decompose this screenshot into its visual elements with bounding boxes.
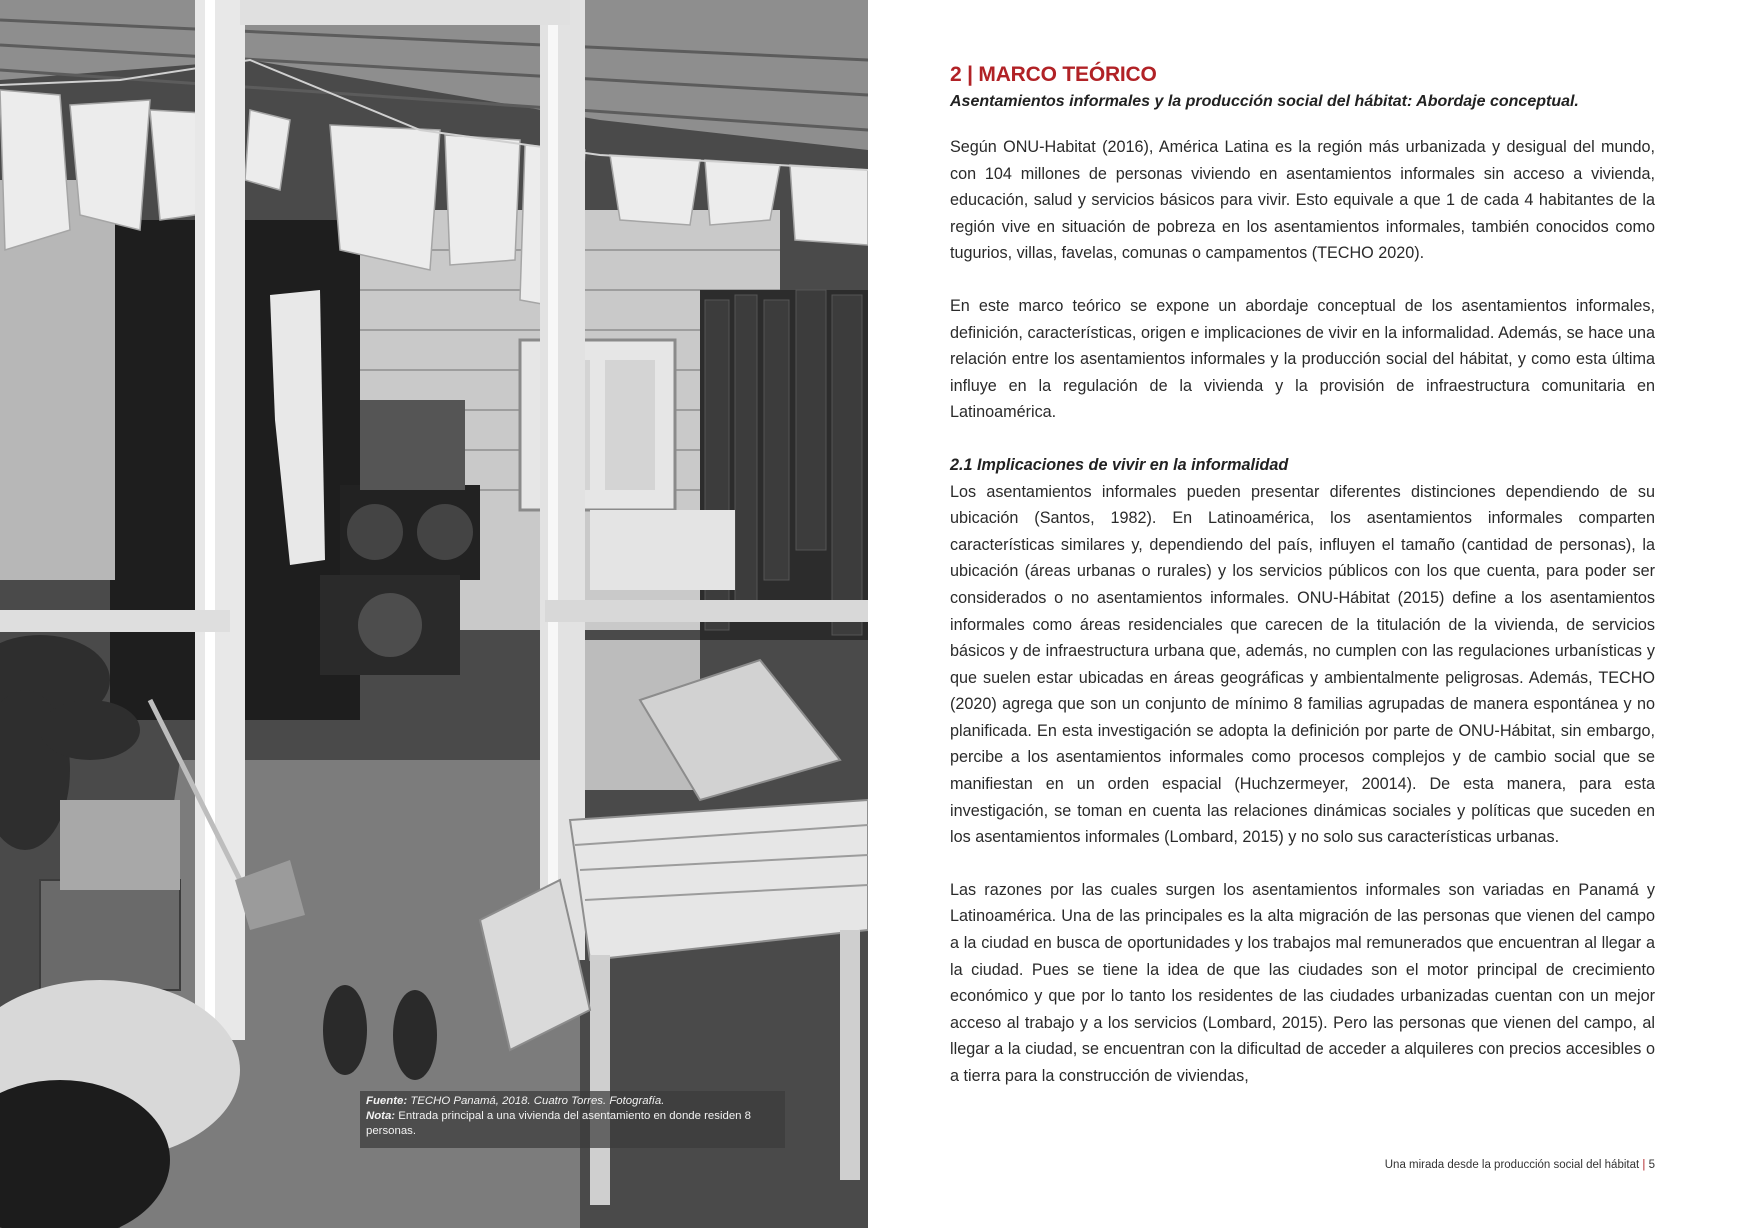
section-subtitle: Asentamientos informales y la producción social del hábitat: Abordaje conceptual. bbox=[950, 93, 1579, 110]
caption-note-label: Nota: bbox=[366, 1110, 396, 1122]
caption-source-text: TECHO Panamá, 2018. Cuatro Torres. Fotografía. bbox=[410, 1095, 665, 1107]
photograph bbox=[0, 0, 868, 1228]
paragraph-3: Los asentamientos informales pueden presentar diferentes distinciones dependiendo de su ubicación (Santos, 1982). En Latinoamérica, los asentamientos informales comparten características similares y, dependiendo del país, influyen el tamaño (cantidad de personas), la ubicación (áreas urbanas o rurales) y los servicios públicos con los que cuenta, para poder ser considerados o no asentamientos informales. ONU-Hábitat (2015) define a los asentamientos informales como áreas residenciales que carecen de la titulación de la vivienda, de servicios básicos y de infraestructura urbana que, además, no cumplen con las regulaciones urbanísticas y que suelen estar ubicadas en áreas geográficas y ambientalmente peligrosas. Además, TECHO (2020) agrega que son un conjunto de mínimo 8 familias agrupadas de manera espontánea y no planificada. En esta investigación se adopta la definición por parte de ONU-Hábitat, sin embargo, percibe a los asentamientos informales como procesos complejos y de cambio social que se manifiestan en un orden espacial (Huchzermeyer, 20014). De esta manera, para esta investigación, se toman en cuenta las relaciones dinámicas sociales y políticas que suceden en los asentamientos informales (Lombard, 2015) y no solo sus características urbanas. bbox=[950, 482, 1655, 847]
text-page bbox=[950, 60, 1655, 1116]
paragraph-1: Según ONU-Habitat (2016), América Latina es la región más urbanizada y desigual del mundo, con 104 millones de personas viviendo en asentamientos informales sin acceso a vivienda, educación, salud y servicios básicos para vivir. Esto equivale a que 1 de cada 4 habitantes de la región vive en situación de pobreza en los asentamientos informales, también conocidos como tugurios, villas, favelas, comunas o campamentos (TECHO 2020). bbox=[950, 138, 1655, 263]
paragraph-2: En este marco teórico se expone un abordaje conceptual de los asentamientos informales, definición, características, origen e implicaciones de vivir en la informalidad. Además, se hace una relación entre los asentamientos informales y la producción social del hábitat, y como esta última influye en la regulación de la vivienda y la provisión de infraestructura comunitaria en Latinoamérica. bbox=[950, 296, 1655, 422]
subsection-title: 2.1 Implicaciones de vivir en la informalidad bbox=[950, 455, 1289, 474]
caption-source-label: Fuente: bbox=[366, 1095, 408, 1107]
footer-separator: | bbox=[1642, 1159, 1646, 1171]
caption-note-text: Entrada principal a una vivienda del asentamiento en donde residen 8 personas. bbox=[366, 1110, 752, 1137]
section-title: 2 | MARCO TEÓRICO bbox=[950, 63, 1157, 86]
footer-text: Una mirada desde la producción social del hábitat bbox=[1384, 1159, 1640, 1171]
house-interior-photo bbox=[0, 0, 868, 1228]
page-number: 5 bbox=[1648, 1159, 1655, 1171]
photo-caption bbox=[360, 1091, 785, 1148]
page-footer bbox=[1385, 1159, 1655, 1171]
paragraph-4: Las razones por las cuales surgen los asentamientos informales son variadas en Panamá y Latinoamérica. Una de las principales es la alta migración de las personas que vienen del campo a la ciudad en busca de oportunidades y los trabajos mal remunerados que encuentran al llegar a la ciudad. Pues se tiene la idea de que las ciudades son el motor principal de crecimiento económico y que por lo tanto los residentes de las ciudades urbanizadas cuentan con un mejor acceso al trabajo y a los servicios (Lombard, 2015). Pero las personas que vienen del campo, al llegar a la ciudad, se encuentran con la dificultad de acceder a alquileres con precios accesibles o a tierra para la construcción de viviendas, bbox=[950, 880, 1655, 1085]
